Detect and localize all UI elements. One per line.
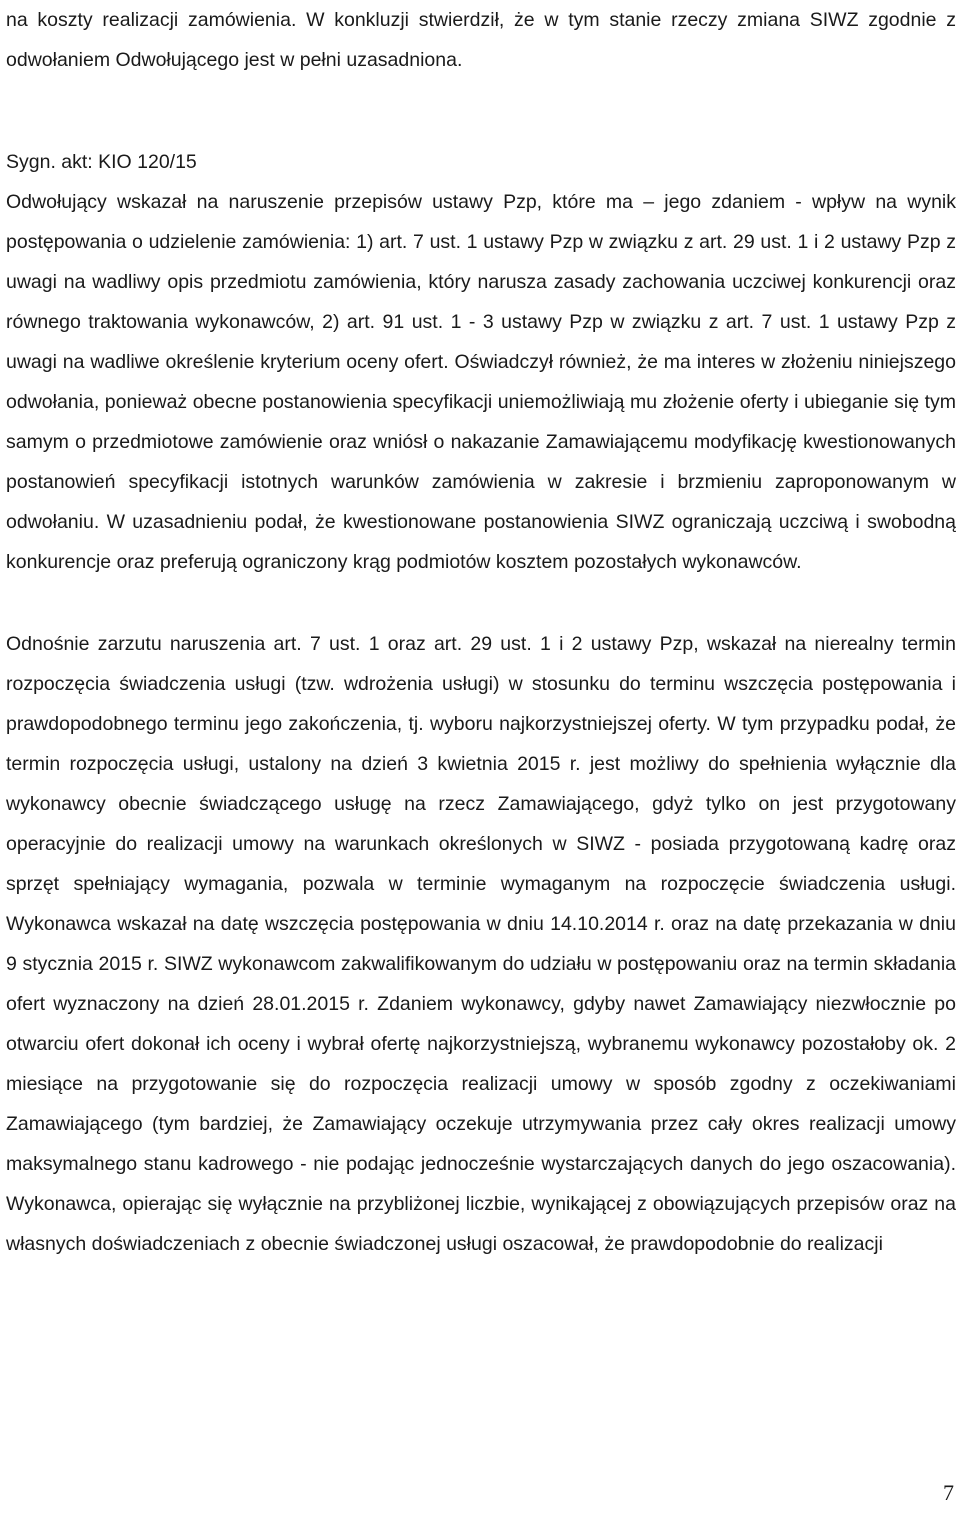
paragraph-deadline-argument: Odnośnie zarzutu naruszenia art. 7 ust. 1 oraz art. 29 ust. 1 i 2 ustawy Pzp, wskazał na nierealny termin rozpoczęcia świadczenia usługi (tzw. wdrożenia usługi) w stosunku do terminu wszczęcia postępowania i prawdopodobnego terminu jego zakończenia, tj. wyboru najkorzystniejszej oferty. W tym przypadku podał, że termin rozpoczęcia usługi, ustalony na dzień 3 kwietnia 2015 r. jest możliwy do spełnienia wyłącznie dla wykonawcy obecnie świadczącego usługę na rzecz Zamawiającego, gdyż tylko on jest przygotowany operacyjnie do realizacji umowy na warunkach określonych w SIWZ - posiada przygotowaną kadrę oraz sprzęt spełniający wymagania, pozwala w terminie wymaganym na rozpoczęcie świadczenia usługi. Wykonawca wskazał na datę wszczęcia postępowania w dniu 14.10.2014 r. oraz na datę przekazania w dniu 9 stycznia 2015 r. SIWZ wykonawcom zakwalifikowanym do udziału w postępowaniu oraz na termin składania ofert wyznaczony na dzień 28.01.2015 r. Zdaniem wykonawcy, gdyby nawet Zamawiający niezwłocznie po otwarciu ofert dokonał ich oceny i wybrał ofertę najkorzystniejszą, wybranemu wykonawcy pozostałoby ok. 2 miesiące na przygotowanie się do rozpoczęcia realizacji umowy w sposób zgodny z oczekiwaniami Zamawiającego (tym bardziej, że Zamawiający oczekuje utrzymywania przez cały okres realizacji umowy maksymalnego stanu kadrowego - nie podając jednocześnie wystarczających danych do jego oszacowania). Wykonawca, opierając się wyłącznie na przybliżonej liczbie, wynikającej z obowiązujących przepisów oraz na własnych doświadczeniach z obecnie świadczonej usługi oszacował, że prawdopodobnie do realizacji — [6, 633, 956, 1255]
spacer — [6, 80, 956, 142]
paragraph-allegations: Odwołujący wskazał na naruszenie przepisów ustawy Pzp, które ma – jego zdaniem - wpływ na wynik postępowania o udzielenie zamówienia: 1) art. 7 ust. 1 ustawy Pzp w związku z art. 29 ust. 1 i 2 ustawy Pzp z uwagi na wadliwy opis przedmiotu zamówienia, który narusza zasady zachowania uczciwej konkurencji oraz równego traktowania wykonawców, 2) art. 91 ust. 1 - 3 ustawy Pzp w związku z art. 7 ust. 1 ustawy Pzp z uwagi na wadliwe określenie kryterium oceny ofert. Oświadczył również, że ma interes w złożeniu niniejszego odwołania, ponieważ obecne postanowienia specyfikacji uniemożliwiają mu złożenie oferty i ubieganie się tym samym o przedmiotowe zamówienie oraz wniósł o nakazanie Zamawiającemu modyfikację kwestionowanych postanowień specyfikacji istotnych warunków zamówienia w zakresie i brzmieniu zaproponowanym w odwołaniu. W uzasadnieniu podał, że kwestionowane postanowienia SIWZ ograniczają uczciwą i swobodną konkurencje oraz preferują ograniczony krąg podmiotów kosztem pozostałych wykonawców. — [6, 191, 956, 573]
spacer — [6, 582, 956, 624]
paragraph-continuation: na koszty realizacji zamówienia. W konkluzji stwierdził, że w tym stanie rzeczy zmiana SIWZ zgodnie z odwołaniem Odwołującego jest w pełni uzasadniona. — [6, 9, 956, 71]
case-reference: Sygn. akt: KIO 120/15 — [6, 151, 197, 173]
document-page — [6, 0, 956, 1264]
page-number: 7 — [943, 1480, 954, 1505]
